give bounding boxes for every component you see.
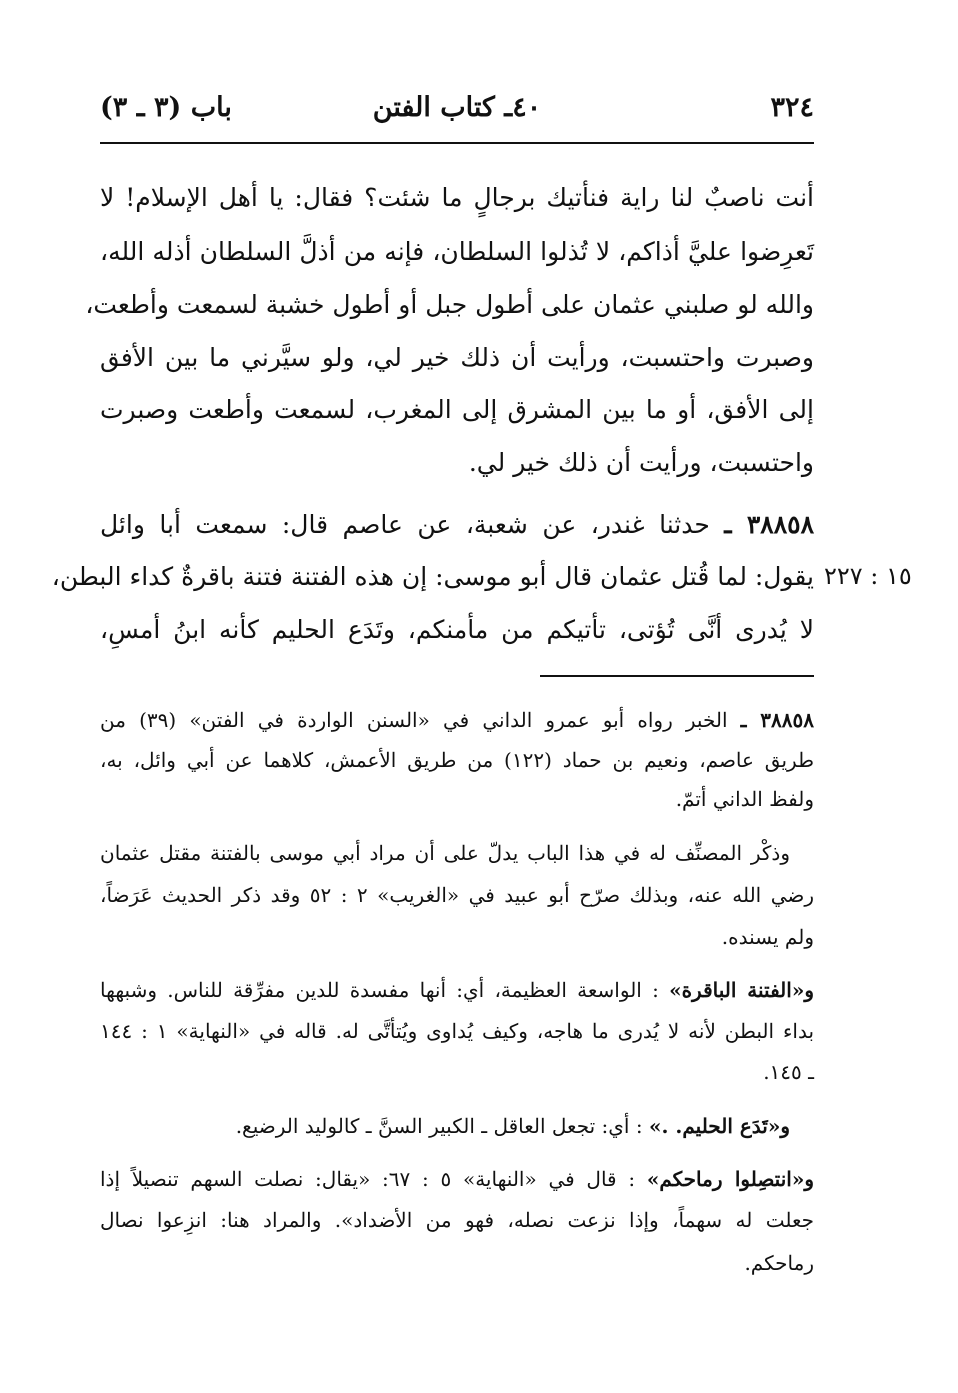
footnote-line: ولم يسنده. — [721, 925, 814, 949]
footnote-line: رماحكم. — [744, 1251, 814, 1275]
header-rule — [100, 142, 814, 144]
chapter-label: باب (٣ ـ ٣) — [100, 92, 232, 123]
footnote-line — [100, 975, 814, 1005]
text-line: وصبرت واحتسبت، ورأيت أن ذلك خير لي، ولو سيَّرني ما بين الأفق — [100, 343, 814, 372]
footnote-line: ولفظ الداني أتمّ. — [675, 787, 814, 811]
hadith-number: ٣٨٨٥٨ ـ — [724, 510, 814, 539]
hadith-text: حدثنا غندر، عن شعبة، عن عاصم قال: سمعت أبا وائل — [100, 510, 710, 539]
footnote-number: ٣٨٨٥٨ ـ — [740, 708, 814, 732]
text-line: واحتسبت، ورأيت أن ذلك خير لي. — [468, 448, 814, 477]
footnote-text: الخبر رواه أبو عمرو الداني في «السنن الواردة في الفتن» (٣٩) من — [100, 708, 728, 732]
footnote-term: و«تَدَع الحليم. .» — [648, 1114, 790, 1138]
footnote-line: طريق عاصم، ونعيم بن حماد (١٢٢) من طريق الأعمش، كلاهما عن أبي وائل، به، — [100, 748, 815, 772]
footnote-term: و«الفتنة الباقرة» — [669, 978, 814, 1002]
footnote-line — [100, 1164, 814, 1194]
text-line: تَعرِضوا عليَّ أذاكم، لا تُذلوا السلطان، فإنه من أذلَّ السلطان أذله الله، — [100, 237, 814, 266]
footnote-term: و«انتصِلوا رماحكم» — [646, 1167, 815, 1191]
footnote-text: : أي: تجعل العاقل ـ الكبير السنَّ ـ كالوليد الرضيع. — [235, 1114, 643, 1138]
footnote-line: بداء البطن لأنه لا يُدرى ما هاجه، وكيف يُداوى ويُتأتَّى له. قاله في «النهاية» ١ : ١٤٤ — [100, 1019, 815, 1043]
page-header — [100, 92, 814, 132]
footnote-separator — [540, 675, 814, 677]
hadith-line: يقول: لما قُتل عثمان قال أبو موسى: إن هذه الفتنة فتنة باقرةٌ كداء البطن، — [51, 562, 814, 591]
hadith-line: لا يُدرى أنَّى تُؤتى، تأتيكم من مأمنكم، وتَدَع الحليم كأنه ابنُ أمسِ، — [100, 615, 814, 644]
margin-reference: ١٥ : ٢٢٧ — [824, 562, 912, 590]
footnote-line: جعلت له سهماً، وإذا نزعت نصله، فهو من الأضداد». والمراد هنا: انزِعوا نصال — [100, 1208, 814, 1232]
footnote-line: رضي الله عنه، وبذلك صرّح أبو عبيد في «الغريب» ٢ : ٥٢ وقد ذكر الحديث عَرَضاً، — [100, 883, 815, 907]
footnote-text: : قال في «النهاية» ٥ : ٦٧: «يقال: نصلت السهم تنصيلاً إذا — [100, 1167, 636, 1191]
text-line: أنت ناصبٌ لنا راية فنأتيك برجالٍ ما شئت؟ فقال: يا أهل الإسلام! لا — [100, 183, 814, 212]
footnote-line — [100, 1111, 790, 1141]
footnote-text: : الواسعة العظيمة، أي: أنها مفسدة للدين مفرِّقة للناس. وشبهها — [100, 978, 659, 1002]
hadith-first-line — [100, 508, 814, 542]
footnote-line — [100, 705, 814, 735]
text-line: إلى الأفق، أو ما بين المشرق إلى المغرب، لسمعت وأطعت وصبرت — [100, 395, 814, 424]
footnote-line: وذكْر المصنِّف له في هذا الباب يدلّ على أن مراد أبي موسى بالفتنة مقتل عثمان — [100, 841, 790, 865]
footnote-line: ـ ١٤٥. — [763, 1060, 814, 1084]
book-title: ٤٠ـ كتاب الفتن — [372, 92, 542, 123]
text-line: والله لو صلبني عثمان على أطول جبل أو أطول خشبة لسمعت وأطعت، — [85, 290, 814, 319]
page-number: ٣٢٤ — [770, 92, 814, 123]
